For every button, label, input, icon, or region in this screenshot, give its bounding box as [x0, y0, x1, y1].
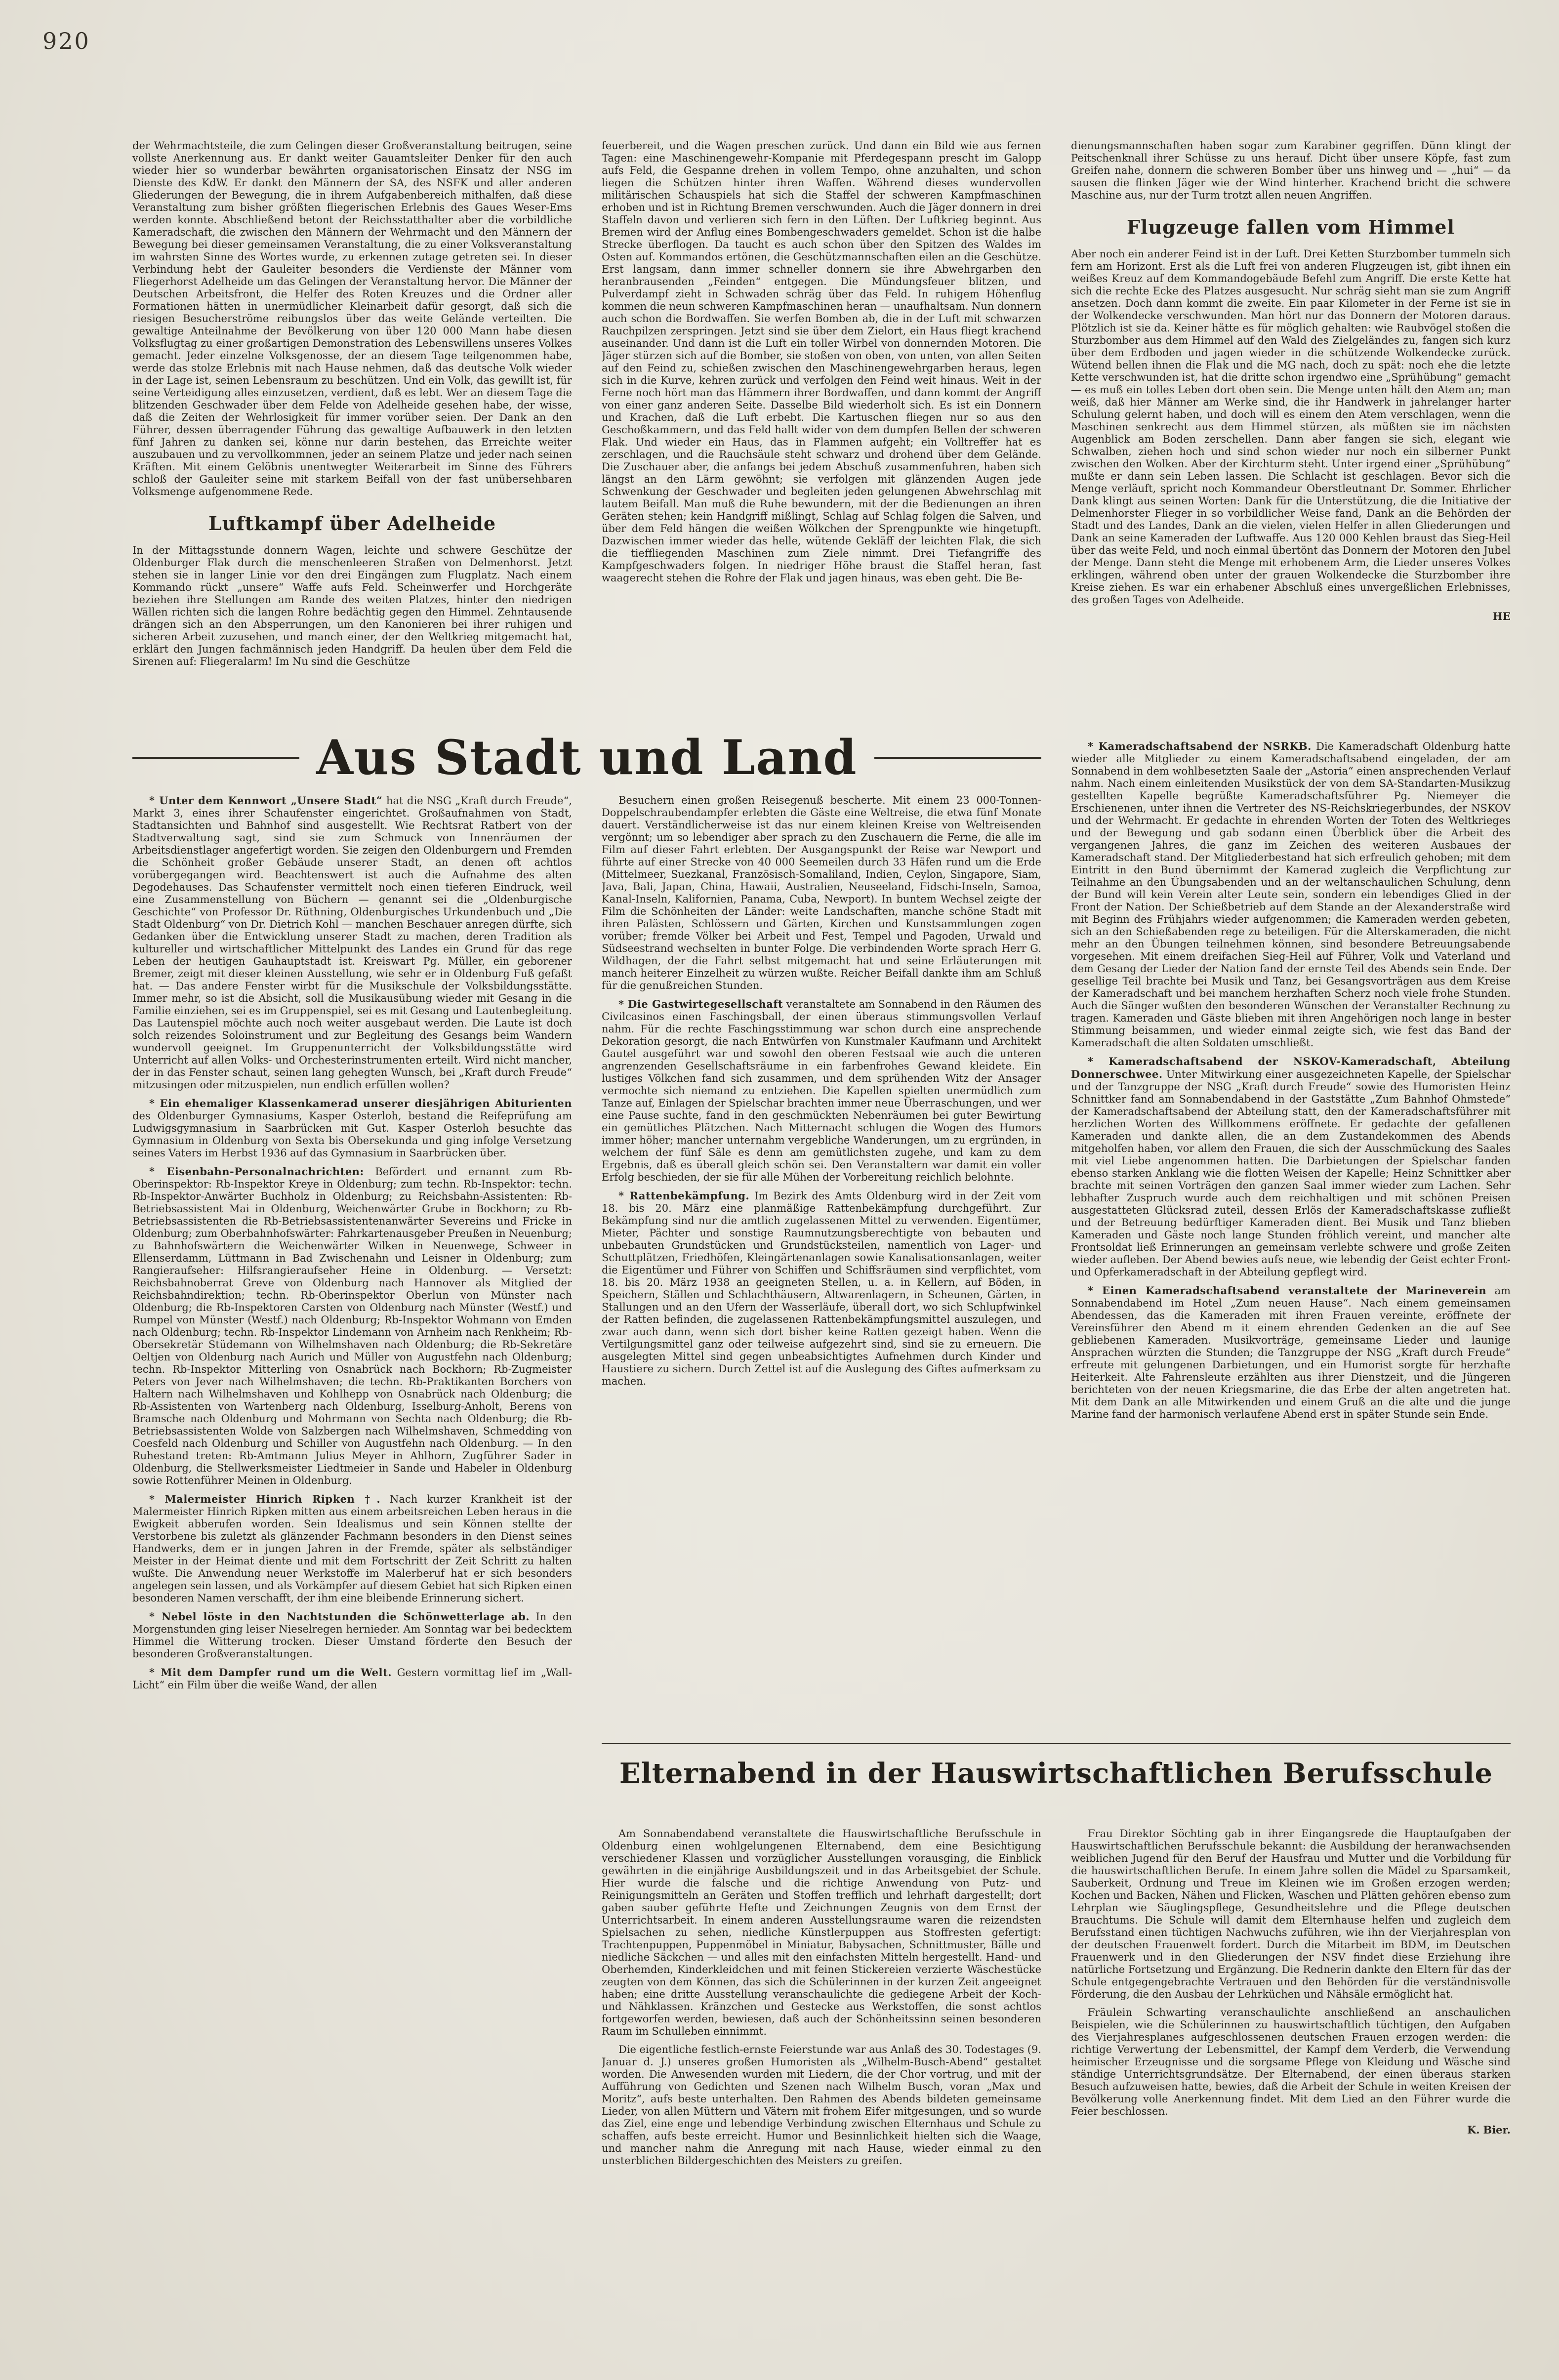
article-body-text: feuerbereit, und die Wagen preschen zurück. Und dann ein Bild wie aus fernen Tagen: eine Maschinengewehr-Kompanie mit Pferdegespann prescht im Galopp aufs Feld, die Gespanne drehen in vollem Tempo, ohne anzuhalten, und schon liegen die Schützen hinter ihren Waffen. Während dieses wundervollen militärischen Schauspiels hat sich die Staffel der schweren Kampfmaschinen erhoben und ist in Richtung Bremen verschwunden. Auch die Jäger donnern in drei Staffeln davon und verlieren sich fern in den Lüften. Der Luftkrieg beginnt. Aus Bremen wird der Anflug eines Bombengeschwaders gemeldet. Schon ist die halbe Strecke überflogen. Da taucht es auch schon über den Spitzen des Waldes im Osten auf. Kommandos ertönen, die Geschützmannschaften eilen an die Geschütze. Erst langsam, dann immer schneller donnern sie ihre Abwehrgarben den heranbrausenden „Feinden“ entgegen. Die Mündungsfeuer blitzen, und Pulverdampf zieht in Schwaden schräg über das Feld. In ruhigem Höhenflug kommen die neun schweren Kampfmaschinen heran — unaufhaltsam. Nun donnern auch schon die Bordwaffen. Sie werfen Bomben ab, die in der Luft mit schwarzen Rauchpilzen zerspringen. Jetzt sind sie über dem Zielort, ein Haus fliegt krachend auseinander. Und dann ist die Luft ein toller Wirbel von donnernden Motoren. Die Jäger stürzen sich auf die Bomber, sie stoßen von oben, von unten, von allen Seiten auf den Feind zu, schießen zwischen den Maschinengewehrgarben heraus, legen sich in die Kurve, kehren zurück und verfolgen den Feind weit hinaus. Weit in der Ferne noch hört man das Hämmern ihrer Bordwaffen, und dann kommt der Angriff von einer ganz anderen Seite. Dasselbe Bild wiederholt sich. Es ist ein Donnern und Krachen, daß die Luft erbebt. Die Kartuschen fliegen nur so aus den Geschoßkammern, und das Feld hallt wider von dem dumpfen Bellen der schweren Flak. Und wieder ein Haus, das in Flammen aufgeht; ein Volltreffer hat es zerschlagen, und die Rauchsäule steht schwarz und drohend über dem Gelände. Die Zuschauer aber, die anfangs bei jedem Abschuß zusammenfuhren, haben sich längst an den Lärm gewöhnt; sie verfolgen mit glänzenden Augen jede Schwenkung der Geschwader und begleiten jeden gelungenen Abwehrschlag mit lautem Beifall. Man muß die Ruhe bewundern, mit der die Bedienungen an ihren Geräten stehen; kein Handgriff mißlingt, Schlag auf Schlag folgen die Salven, und über dem Feld hängen die weißen Wölkchen der Sprengpunkte wie hingetupft. Dazwischen immer wieder das helle, wütende Gekläff der leichten Flak, die sich die tieffliegenden Maschinen zum Ziele nimmt. Drei Tiefangriffe des Kampfgeschwaders folgen. In niedriger Höhe braust die Staffel heran, fast waagerecht stehen die Rohre der Flak und jagen hinaus, was eben geht. Die Be-	[602, 140, 1041, 584]
news-item	[132, 1493, 572, 1604]
news-item	[1071, 1055, 1511, 1278]
news-item	[602, 998, 1041, 1184]
article-body-text: Aber noch ein anderer Feind ist in der Luft. Drei Ketten Sturzbomber tummeln sich fern am Horizont. Erst als die Luft frei von anderen Flugzeugen ist, gibt ihnen ein weißes Kreuz auf dem Kommandogebäude Befehl zum Angriff. Die erste Kette hat sich die rechte Ecke des Platzes ausgesucht. Nur schräg sieht man sie zum Angriff ansetzen. Doch dann kommt die zweite. Ein paar Kilometer in der Ferne ist sie in der Wolkendecke verschwunden. Man hört nur das Donnern der Motoren daraus. Plötzlich ist sie da. Keiner hätte es für möglich gehalten: wie Raubvögel stoßen die Sturzbomber aus dem Himmel auf den Wald des Zielgeländes zu, fangen sich kurz über dem Erdboden und jagen wieder in die schützende Wolkendecke zurück. Wütend bellen ihnen die Flak und die MG nach, doch zu spät: noch ehe die letzte Kette verschwunden ist, hat die dritte schon irgendwo eine „Sprühübung“ gemacht — es muß ein tolles Leben dort oben sein. Die Menge unten hält den Atem an; man weiß, daß hier Männer am Werke sind, die ihr Handwerk in jahrelanger harter Schulung gelernt haben, und doch will es einem den Atem verschlagen, wenn die Maschinen senkrecht aus dem Himmel stürzen, als müßten sie im nächsten Augenblick am Boden zerschellen. Dann aber fangen sie sich, elegant wie Schwalben, ziehen hoch und sind schon wieder nur noch ein silberner Punkt zwischen den Wolken. Aber der Kirchturm steht. Unter irgend einer „Sprühübung“ mußte er dann sein Leben lassen. Die Schlacht ist geschlagen. Bevor sich die Menge verläuft, spricht noch Kommandeur Oberstleutnant Dr. Sommer. Ehrlicher Dank klingt aus seinen Worten: Dank für die Unterstützung, die die Initiative der Delmenhorster Flieger in so vorbildlicher Weise fand, Dank an die Behörden der Stadt und des Landes, Dank an die vielen, vielen Helfer in allen Gliederungen und Dank an seine Kameraden der Luftwaffe. Aus 120 000 Kehlen braust das Sieg-Heil über das weite Feld, und noch einmal übertönt das Donnern der Motoren den Jubel der Menge. Dann steht die Menge mit erhobenem Arm, die Lieder unseres Volkes erklingen, während oben unter der grauen Wolkendecke die Sturzbomber ihre Kreise ziehen. Es war ein erhabener Abschluß eines unvergeßlichen Erlebnisses, des großen Tages von Adelheide.	[1071, 248, 1511, 606]
elternabend-right-paragraphs	[1071, 1828, 1511, 2118]
top-article-column-2	[602, 140, 1041, 715]
news-item-text: hat die NSG „Kraft durch Freude“, Markt 3, eines ihrer Schaufenster eingerichtet. Großaufnahmen von Stadt, Stadtansichten und Bahnhof sind ausgestellt. Wie Rechtsrat Ratbert von der Stadtverwaltung sagt, sind sie zum Schmuck von Innenräumen der Arbeitsdienstlager angefertigt worden. Sie zeigen den Oldenburgern und Fremden die Schönheit großer Gebäude unserer Stadt, an denen oft achtlos vorübergegangen wird. Beachtenswert ist auch die Aufnahme des alten Degodehauses. Das Schaufenster vermittelt noch einen tieferen Eindruck, weil eine Zusammenstellung von Büchern — genannt sei die „Oldenburgische Geschichte“ von Professor Dr. Rüthning, Oldenburgisches Urkundenbuch und „Die Stadt Oldenburg“ von Dr. Dietrich Kohl — manchen Beschauer anregen dürfte, sich Gedanken über die Entwicklung unserer Stadt zu machen, deren Tradition als kultureller und wirtschaftlicher Mittelpunkt des Landes ein Grund für das rege Leben der heutigen Gauhauptstadt ist. Kreiswart Pg. Müller, ein geborener Bremer, zeigt mit dieser kleinen Ausstellung, wie sehr er in Oldenburg Fuß gefaßt hat. — Das andere Fenster wirbt für die Musikschule der Volksbildungsstätte. Immer mehr, so ist die Absicht, soll die Musikausübung wieder mit Gesang in die Familie einziehen, sei es im Gruppenspiel, sei es mit Gesang und Lautenbegleitung. Das Lautenspiel möchte auch noch weiter ausgebaut werden. Die Laute ist doch solch reizendes Soloinstrument und zur Begleitung des Gesangs beim Wandern wundervoll geeignet. Im Gruppenunterricht der Volksbildungsstätte wird Unterricht auf allen Volks- und Orchesterinstrumenten erteilt. Wird nicht mancher, der in das Fenster schaut, seinen lang gehegten Wunsch, bei „Kraft durch Freude“ mitzusingen oder mitzuspielen, nun endlich erfüllen wollen?	[132, 795, 572, 1091]
news-item-text: Im Bezirk des Amts Oldenburg wird in der Zeit vom 18. bis 20. März eine planmäßige Rattenbekämpfung durchgeführt. Zur Bekämpfung sind nur die amtlich zugelassenen Mittel zu verwenden. Eigentümer, Mieter, Pächter und sonstige Raumnutzungsberechtigte von bebauten und unbebauten Grundstücken und Grundstücksteilen, namentlich von Lager- und Schuttplätzen, Friedhöfen, Kleingärtenanlagen sowie Kanalisationsanlagen, weiter die Eigentümer und Führer von Schiffen und Schiffsräumen sind verpflichtet, vom 18. bis 20. März 1938 an geeigneten Stellen, u. a. in Kellern, auf Böden, in Speichern, Ställen und Schlachthäusern, Altwarenlagern, in Scheunen, Gärten, in Stallungen und an den Ufern der Wasserläufe, überall dort, wo sich Schlupfwinkel der Ratten befinden, die zugelassenen Rattenbekämpfungsmittel auszulegen, und zwar auch dann, wenn sich dort bisher keine Ratten gezeigt haben. Wenn die Vertilgungsmittel ganz oder teilweise aufgezehrt sind, sind sie zu erneuern. Die ausgelegten Mittel sind gegen unbeabsichtigtes Aufnehmen durch Kinder und Haustiere zu sichern. Durch Zettel ist auf die Auslegung des Giftes aufmerksam zu machen.	[602, 1190, 1041, 1387]
news-item-lead: * Rattenbekämpfung.	[618, 1190, 750, 1202]
news-item-text: Die Kameradschaft Oldenburg hatte wieder alle Mitglieder zu einem Kameradschaftsabend eingeladen, der am Sonnabend in dem wohlbesetzten Saale der „Astoria“ einen ansprechenden Verlauf nahm. Nach einem einleitenden Musikstück der von dem SA-Standarten-Musikzug gestellten Kapelle begrüßte Kameradschaftsführer Pg. Niemeyer die Erschienenen, unter ihnen die Vertreter des NS-Reichskriegerbundes, der NSKOV und der Wehrmacht. Er gedachte in ehrenden Worten der Toten des Weltkrieges und der Bewegung und gab sodann einen Überblick über die Arbeit des vergangenen Jahres, die ganz im Zeichen des weiteren Ausbaues der Kameradschaft stand. Der Mitgliederbestand hat sich erfreulich gehoben; mit dem Eintritt in den Bund übernimmt der Kamerad zugleich die Verpflichtung zur Teilnahme an den Übungsabenden und an der weltanschaulichen Schulung, denn der Bund will kein Verein alter Leute sein, sondern ein lebendiges Glied in der Front der Nation. Der Schießbetrieb auf dem Stande an der Alexanderstraße wird mit Beginn des Frühjahrs wieder aufgenommen; die Kameraden werden gebeten, sich an den Schießabenden rege zu beteiligen. Für die Alterskameraden, die nicht mehr an den Übungen teilnehmen können, sind besondere Betreuungsabende vorgesehen. Mit einem dreifachen Sieg-Heil auf Führer, Volk und Vaterland und dem Gesang der Lieder der Nation fand der ernste Teil des Abends sein Ende. Der gesellige Teil brachte bei Musik und Tanz, bei Gesangsvorträgen aus dem Kreise der Kameradschaft und bei manchem herzhaften Scherz noch viele frohe Stunden. Auch die Sänger wußten den besonderen Wünschen der Veranstalter Rechnung zu tragen. Kameraden und Gäste blieben mit ihren Angehörigen noch lange in bester Stimmung beisammen, und wieder einmal zeigte sich, wie fest das Band der Kameradschaft die alten Soldaten umschließt.	[1071, 740, 1511, 1049]
news-item-text: Nach kurzer Krankheit ist der Malermeister Hinrich Ripken mitten aus einem arbeitsreichen Leben heraus in die Ewigkeit abberufen worden. Sein Idealismus und sein Können stellte der Verstorbene bis zuletzt als glänzender Fachmann besonders in den Dienst seines Handwerks, dem er in jungen Jahren in der Fremde, später als selbständiger Meister in der Heimat diente und mit dem Fortschritt der Zeit Schritt zu halten wußte. Die Anwendung neuer Werkstoffe im Malerberuf hat er sich besonders angelegen sein lassen, und als Vorkämpfer auf diesem Gebiet hat sich Ripken einen besonderen Namen verschafft, der ihm eine bleibende Erinnerung sichert.	[132, 1493, 572, 1604]
subhead-luftkampf-ueber-adelheide: Luftkampf über Adelheide	[208, 512, 496, 534]
article-paragraph: Am Sonnabendabend veranstaltete die Hauswirtschaftliche Berufsschule in Oldenburg einen wohlgelungenen Elternabend, dem eine Besichtigung verschiedener Klassen und vorzüglicher Ausstellungen vorausging, die Einblick gewährten in die einjährige Ausbildungszeit und in das Arbeitsgebiet der Schule. Hier wurde die falsche und die richtige Anwendung von Putz- und Reinigungsmitteln an Geräten und Stoffen trefflich und lehrhaft dargestellt; dort gaben sauber geführte Hefte und Zeichnungen Zeugnis von dem Ernst der Unterrichtsarbeit. In einem anderen Ausstellungsraume waren die reizendsten Spielsachen zu sehen, niedliche Künstlerpuppen aus Stoffresten gefertigt: Trachtenpuppen, Puppenmöbel in Miniatur, Babysachen, Schnittmuster, Bälle und niedliche Säckchen — und alles mit den einfachsten Mitteln hergestellt. Hand- und Oberhemden, Kinderkleidchen und mit feinen Stickereien verzierte Wäschestücke zeugten von dem Können, das sich die Schülerinnen in der kurzen Zeit angeeignet haben; eine dritte Ausstellung veranschaulichte die gediegene Arbeit der Koch- und Nähklassen. Kränzchen und Gestecke aus Werkstoffen, die sonst achtlos fortgeworfen werden, bewiesen, daß auch der Schönheitssinn seinen besonderen Raum im Schulleben einnimmt.	[602, 1828, 1041, 2037]
news-item	[1071, 740, 1511, 1049]
elternabend-headline-band	[602, 1743, 1511, 1832]
article-continuation-text: der Wehrmachtsteile, die zum Gelingen dieser Großveranstaltung beitrugen, seine vollste Anerkennung aus. Er dankt weiter Gauamtsleiter Denker für den auch wieder hier so wunderbar bewährten organisatorischen Einsatz der NSG im Dienste des KdW. Er dankt den Männern der SA, des NSFK und aller anderen Gliederungen der Bewegung, die in ihrem Aufgabenbereich mithalfen, daß diese Veranstaltung zum bisher größten fliegerischen Erlebnis des Gaues Weser-Ems werden konnte. Abschließend betont der Reichsstatthalter aber die vorbildliche Kameradschaft, die zwischen den Männern der Wehrmacht und den Männern der Bewegung bei dieser gemeinsamen Veranstaltung, die zu einer Volksveranstaltung im wahrsten Sinne des Wortes wurde, zu erkennen zutage getreten sei. In dieser Verbindung hebt der Gauleiter besonders die Verdienste der Männer vom Fliegerhorst Adelheide um das Gelingen der Veranstaltung hervor. Die Männer der Deutschen Arbeitsfront, die Helfer des Roten Kreuzes und die Ordner aller Formationen hätten in unermüdlicher Kleinarbeit dafür gesorgt, daß sich die riesigen Besucherströme reibungslos über das weite Gelände verteilten. Die gewaltige Anteilnahme der Bevölkerung von über 120 000 Mann habe diesen Volksflugtag zu einer großartigen Demonstration des Lebenswillens unseres Volkes gemacht. Jeder einzelne Volksgenosse, der an diesem Tage teilgenommen habe, werde das stolze Erlebnis mit nach Hause nehmen, daß das deutsche Volk wieder in der Lage ist, seinen Lebensraum zu beschützen. Und ein Volk, das gewillt ist, für seine Verteidigung alles einzusetzen, verdient, daß es lebt. Wer an diesem Tage die blitzenden Geschwader über dem Felde von Adelheide gesehen habe, der wisse, daß die Zeiten der Wehrlosigkeit für immer vorüber seien. Der Dank an den Führer, dessen überragender Führung das gewaltige Aufbauwerk in den letzten fünf Jahren zu danken sei, könne nur darin bestehen, das Erreichte weiter auszubauen und zu vervollkommnen, jeder an seinem Platze und jeder nach seinen Kräften. Mit einem Gelöbnis unentwegter Weiterarbeit im Sinne des Führers schloß der Gauleiter seine mit starkem Beifall von der fast unübersehbaren Volksmenge aufgenommene Rede.	[132, 140, 572, 497]
news-column-2	[602, 794, 1041, 1733]
elternabend-headline: Elternabend in der Hauswirtschaftlichen Berufsschule	[619, 1757, 1493, 1790]
news-item-lead: * Die Gastwirtegesellschaft	[618, 998, 783, 1010]
article-body-text: In der Mittagsstunde donnern Wagen, leichte und schwere Geschütze der Oldenburger Flak durch die menschenleeren Straßen von Delmenhorst. Jetzt stehen sie in langer Linie vor den drei Eingängen zum Flugplatz. Nach einem Kommando rückt „unsere“ Waffe aufs Feld. Scheinwerfer und Horchgeräte beziehen ihre Stellungen am Rande des weiten Platzes, hinter den niedrigen Wällen richten sich die langen Rohre bedächtig gegen den Himmel. Zehntausende drängen sich an den Absperrungen, um den Kanonieren bei ihrer ruhigen und sicheren Arbeit zuzusehen, und manch einer, der den Weltkrieg mitgemacht hat, erklärt den Jungen fachmännisch jeden Handgriff. Da heulen über dem Feld die Sirenen auf: Fliegeralarm! Im Nu sind die Geschütze	[132, 544, 572, 667]
news-item-text: In den Morgenstunden ging leiser Nieselregen hernieder. Am Sonntag war bei bedecktem Himmel die Witterung trocken. Dieser Umstand förderte den Besuch der besonderen Großveranstaltungen.	[132, 1611, 572, 1660]
news-item	[602, 794, 1041, 992]
article-continuation-text: dienungsmannschaften haben sogar zum Karabiner gegriffen. Dünn klingt der Peitschenknall ihrer Schüsse zu uns herauf. Dicht über unsere Köpfe, fast zum Greifen nahe, donnern die schweren Bomber über uns hinweg und — „hui“ — da sausen die flinken Jäger wie der Wind hinterher. Krachend bricht die schwere Maschine aus, nur der Turm trotzt allen neuen Angriffen.	[1071, 140, 1511, 201]
news-column-1	[132, 794, 572, 2345]
news-item	[132, 1097, 572, 1159]
news-item-text: Befördert und ernannt zum Rb-Oberinspektor: Rb-Inspektor Kreye in Oldenburg; zum techn. Rb-Inspektor: techn. Rb-Inspektor-Anwärter Buchholz in Oldenburg; zu Reichsbahn-Assistenten: Rb-Betriebsassistent Mai in Oldenburg, Weichenwärter Grube in Bockhorn; zu Rb-Betriebsassistenten die Rb-Betriebsassistentenanwärter Severeins und Fricke in Oldenburg; zum Oberbahnhofswärter: Fahrkartenausgeber Preußen in Neuenburg; zu Bahnhofswärtern die Weichenwärter Wilken in Neuenwege, Schweer in Ellenserdamm, Lüttmann in Bad Zwischenahn und Leisner in Oldenburg; zum Rangieraufseher: Hilfsrangieraufseher Heine in Oldenburg. — Versetzt: Reichsbahnoberrat Greve von Oldenburg nach Hannover als Mitglied der Reichsbahndirektion; techn. Rb-Oberinspektor Oberlun von Münster nach Oldenburg; die Rb-Inspektoren Carsten von Oldenburg nach Münster (Westf.) und Rumpel von Münster (Westf.) nach Oldenburg; Rb-Inspektor Wohmann von Emden nach Oldenburg; techn. Rb-Inspektor Lindemann von Arnheim nach Renkheim; Rb-Obersekretär Stüdemann von Wilhelmshaven nach Oldenburg; die Rb-Sekretäre Oeltjen von Oldenburg nach Aurich und Müller von Augustfehn nach Oldenburg; techn. Rb-Inspektor Mitterling von Osnabrück nach Bockhorn; Rb-Zugmeister Peters von Jever nach Wilhelmshaven; die techn. Rb-Praktikanten Borchers von Haltern nach Wilhelmshaven und Kohlhepp von Osnabrück nach Oldenburg; die Rb-Assistenten von Wartenberg nach Oldenburg, Isselburg-Anholt, Berens von Bramsche nach Oldenburg und Mohrmann von Sechta nach Oldenburg; die Rb-Betriebsassistenten Wolde von Salzbergen nach Wilhelmshaven, Schmedding von Coesfeld nach Oldenburg und Schiller von Augustfehn nach Oldenburg. — In den Ruhestand treten: Rb-Amtmann Julius Meyer in Ahlhorn, Zugführer Sader in Oldenburg, die Stellwerksmeister Liedtmeier in Sande und Habeler in Oldenburg sowie Rottenführer Meinen in Oldenburg.	[132, 1166, 572, 1486]
news-item	[1071, 1284, 1511, 1421]
news-item-lead: * Kameradschaftsabend der NSRKB.	[1088, 740, 1312, 752]
news-item	[132, 794, 572, 1091]
news-item-lead: * Malermeister Hinrich Ripken †.	[149, 1493, 381, 1505]
header-rule-left	[132, 757, 299, 759]
page-number: 920	[42, 28, 90, 54]
top-article-column-3	[1071, 140, 1511, 715]
news-column-3	[1071, 740, 1511, 1733]
article-paragraph: Die eigentliche festlich-ernste Feierstunde war aus Anlaß des 30. Todestages (9. Januar d. J.) unseres großen Humoristen als „Wilhelm-Busch-Abend“ gestaltet worden. Die Anwesenden wurden mit Liedern, die der Chor vortrug, und mit der Aufführung von Gedichten und Szenen nach Wilhelm Busch, voran „Max und Moritz“, aufs beste unterhalten. Den Rahmen des Abends bildeten gemeinsame Lieder, von allen Müttern und Vätern mit frohem Eifer mitgesungen, und so wurde das Ziel, eine enge und lebendige Verbindung zwischen Elternhaus und Schule zu schaffen, aufs beste erreicht. Humor und Besinnlichkeit hielten sich die Waage, und mancher nahm die Anregung mit nach Hause, wieder einmal zu den unsterblichen Bildergeschichten des Meisters zu greifen.	[602, 2044, 1041, 2167]
news-item-lead: * Unter dem Kennwort „Unsere Stadt“	[149, 794, 383, 807]
news-item-lead: * Mit dem Dampfer rund um die Welt.	[149, 1666, 392, 1679]
news-item-lead: * Nebel löste in den Nachtstunden die Schönwetterlage ab.	[149, 1610, 530, 1623]
news-item-lead: * Eisenbahn-Personalnachrichten:	[149, 1165, 364, 1178]
article-paragraph: Frau Direktor Söchting gab in ihrer Eingangsrede die Hauptaufgaben der Hauswirtschaftlichen Berufsschule bekannt: die Ausbildung der heranwachsenden weiblichen Jugend für den Beruf der Hausfrau und Mutter und die Vorbildung für die hauswirtschaftlichen Berufe. In einem Jahre sollen die Mädel zu Sparsamkeit, Sauberkeit, Ordnung und Treue im Kleinen wie im Großen erzogen werden; Kochen und Backen, Nähen und Flicken, Waschen und Plätten gehören ebenso zum Lehrplan wie Säuglingspflege, Gesundheitslehre und die Pflege deutschen Brauchtums. Die Schule will damit dem Elternhause helfen und zugleich dem Berufsstand einen tüchtigen Nachwuchs zuführen, wie ihn der Vierjahresplan von der deutschen Frauenwelt fordert. Durch die Mitarbeit im BDM, im Deutschen Frauenwerk und in den Gliederungen der NSV findet diese Erziehung ihre natürliche Fortsetzung und Ergänzung. Die Rednerin dankte den Eltern für das der Schule entgegengebrachte Vertrauen und den Behörden für die verständnisvolle Förderung, die den Ausbau der Lehrküchen und Nähsäle ermöglicht hat.	[1071, 1828, 1511, 2000]
news-item	[132, 1666, 572, 1691]
subhead-flugzeuge-fallen-vom-himmel: Flugzeuge fallen vom Himmel	[1127, 216, 1455, 238]
news-item-text: Besuchern einen großen Reisegenuß bescherte. Mit einem 23 000-Tonnen-Doppelschraubendampfer erlebten die Gäste eine Weltreise, die etwa fünf Monate dauert. Verständlicherweise ist das nur einem kleinen Kreise von Weltreisenden vergönnt; um so lebendiger aber sprach zu den Zuschauern die Ferne, die alle im Film auf dieser Fahrt erlebten. Der Ausgangspunkt der Reise war Newport und führte auf einer Strecke von 40 000 Seemeilen durch 33 Häfen rund um die Erde (Mittelmeer, Suezkanal, Französisch-Somaliland, Indien, Ceylon, Singapore, Siam, Java, Bali, Japan, China, Hawaii, Australien, Neuseeland, Fidschi-Inseln, Samoa, Kanal-Inseln, Kalifornien, Panama, Cuba, Newport). In buntem Wechsel zeigte der Film die Schönheiten der Länder: weite Landschaften, manche schöne Stadt mit ihren Palästen, Schlössern und Gärten, Kirchen und Kunstsammlungen zogen vorüber; fremde Völker bei Arbeit und Fest, Tempel und Pagoden, Urwald und Südseestrand wechselten in bunter Folge. Die verbindenden Worte sprach Herr G. Wildhagen, der die Fahrt selbst mitgemacht hat und seine Erläuterungen mit manch heiterer Einzelheit zu würzen wußte. Reicher Beifall dankte ihm am Schluß für die genußreichen Stunden.	[602, 794, 1041, 991]
news-item	[132, 1610, 572, 1660]
news-item-text: Unter Mitwirkung einer ausgezeichneten Kapelle, der Spielschar und der Tanzgruppe der NSG „Kraft durch Freude“ sowie des Humoristen Heinz Schnittker fand am Sonnabendabend in der Gaststätte „Zum Bahnhof Ohmstede“ der Kameradschaftsabend der Abteilung statt, den der Kameradschaftsführer mit herzlichen Worten des Willkommens eröffnete. Er gedachte der gefallenen Kameraden und dankte allen, die an dem Zustandekommen des Abends mitgeholfen haben, vor allem den Frauen, die sich der Ausschmückung des Saales mit viel Liebe angenommen hatten. Die Darbietungen der Spielschar fanden ebenso starken Anklang wie die flotten Weisen der Kapelle; Heinz Schnittker aber brachte mit seinen Vorträgen den ganzen Saal immer wieder zum Lachen. Sehr lebhafter Zuspruch wurde auch dem reichhaltigen und mit schönen Preisen ausgestatteten Glücksrad zuteil, dessen Erlös der Kameradschaftskasse zufließt und der Betreuung bedürftiger Kameraden dient. Bei Musik und Tanz blieben Kameraden und Gäste noch lange Stunden fröhlich vereint, und mancher alte Frontsoldat ließ Erinnerungen an gemeinsam verlebte schwere und große Zeiten wieder aufleben. Der Abend bewies aufs neue, wie lebendig der Geist echter Front- und Opferkameradschaft in der Abteilung gepflegt wird.	[1071, 1068, 1511, 1278]
header-rule-right	[874, 757, 1041, 759]
news-item-lead: * Einen Kameradschaftsabend veranstaltete der Marineverein	[1088, 1284, 1487, 1297]
news-item-text: veranstaltete am Sonnabend in den Räumen des Civilcasinos einen Faschingsball, der einen überaus stimmungsvollen Verlauf nahm. Für die rechte Faschingsstimmung war schon durch eine ansprechende Dekoration gesorgt, die nach Entwürfen von Kunstmaler Kaufmann und Architekt Gautel ausgeführt war und sowohl den oberen Festsaal wie auch die unteren angrenzenden Gesellschaftsräume in ein farbenfrohes Gewand kleidete. Ein lustiges Völkchen fand sich zusammen, und dem sprühenden Witz der Ansager vermochte sich niemand zu entziehen. Die Kapellen spielten unermüdlich zum Tanze auf, Einlagen der Spielschar brachten immer neue Überraschungen, und wer eine Pause suchte, fand in den geschmückten Nebenräumen bei guter Bewirtung ein gemütliches Plätzchen. Nach Mitternacht schlugen die Wogen des Humors immer höher; mancher unternahm vergebliche Wanderungen, um zu ergründen, in welchem der fünf Säle es denn am gemütlichsten zugehe, und kam zu dem Ergebnis, daß es überall gleich schön sei. Den Veranstaltern war damit ein voller Erfolg beschieden, der sie für alle Mühen der Vorbereitung reichlich belohnte.	[602, 998, 1041, 1183]
top-article-column-1	[132, 140, 572, 715]
news-item	[132, 1165, 572, 1487]
news-item-text: des Oldenburger Gymnasiums, Kasper Osterloh, bestand die Reifeprüfung am Ludwigsgymnasium in Saarbrücken mit Gut. Kasper Osterloh besuchte das Gymnasium in Oldenburg von Sexta bis Obersekunda und ging infolge Versetzung seines Vaters im Herbst 1936 auf das Gymnasium in Saarbrücken über.	[132, 1110, 572, 1159]
news-item-text: Gestern vormittag lief im „Wall-Licht“ ein Film über die weiße Wand, der allen	[132, 1667, 572, 1691]
elternabend-column-right	[1071, 1828, 1511, 2351]
section-header-aus-stadt-und-land	[132, 730, 1041, 785]
article-signature: K. Bier.	[1467, 2124, 1511, 2136]
news-item-lead: * Kameradschaftsabend der NSKOV-Kameradschaft, Abteilung Donnerschwee.	[1071, 1055, 1511, 1080]
author-initials: HE	[1493, 610, 1511, 622]
news-item-lead: * Ein ehemaliger Klassenkamerad unserer diesjährigen Abiturienten	[149, 1097, 572, 1109]
elternabend-column-left	[602, 1828, 1041, 2351]
section-title: Aus Stadt und Land	[316, 730, 858, 785]
article-paragraph: Fräulein Schwarting veranschaulichte anschließend an anschaulichen Beispielen, wie die Schülerinnen zu hauswirtschaftlich tüchtigen, den Aufgaben des Vierjahresplanes aufgeschlossenen deutschen Frauen erzogen werden: die richtige Verwertung der Lebensmittel, der Kampf dem Verderb, die Verwendung heimischer Erzeugnisse und die sorgsame Pflege von Kleidung und Wäsche sind ständige Unterrichtsgrundsätze. Der Elternabend, der einen überaus starken Besuch aufzuweisen hatte, bewies, daß die Arbeit der Schule in weiten Kreisen der Bevölkerung volle Anerkennung findet. Mit dem Lied an den Führer wurde die Feier beschlossen.	[1071, 2007, 1511, 2117]
news-item-text: am Sonnabendabend im Hotel „Zum neuen Hause“. Nach einem gemeinsamen Abendessen, das die Kameraden mit ihren Frauen vereinte, eröffnete der Vereinsführer den Abend m it einem ehrenden Gedenken an die auf See gebliebenen Kameraden. Musikvorträge, gemeinsame Lieder und launige Ansprachen würzten die Stunden; die Tanzgruppe der NSG „Kraft durch Freude“ erfreute mit gelungenen Darbietungen, und ein Humorist sorgte für herzhafte Heiterkeit. Alte Fahrensleute erzählten aus ihrer Dienstzeit, und die Jüngeren berichteten von der neuen Kriegsmarine, die das Erbe der alten angetreten hat. Mit dem Dank an alle Mitwirkenden und einem Gruß an die alte und die junge Marine fand der harmonisch verlaufene Abend erst in später Stunde sein Ende.	[1071, 1285, 1511, 1420]
news-item	[602, 1190, 1041, 1388]
